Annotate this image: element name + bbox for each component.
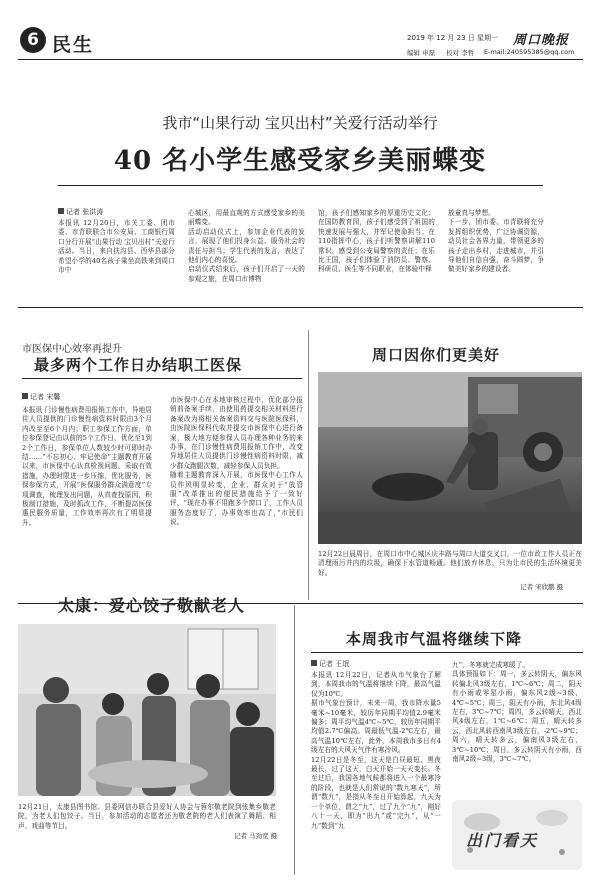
article1-rule xyxy=(58,185,543,186)
article1-headline: 40 名小学生感受家乡美丽蝶变 xyxy=(113,146,487,176)
section-title: 民生 xyxy=(52,34,95,56)
byline-marker-icon xyxy=(22,393,28,399)
article3-headline: 周口因你们更美好 xyxy=(372,346,501,364)
proofreader-credit: 校对 李哲 xyxy=(446,49,475,57)
article1-kicker: 我市“山果行动 宝贝出村”关爱行活动举行 xyxy=(162,114,438,132)
article2-kicker: 市医保中心效率再提升 xyxy=(22,344,122,355)
article5-byline xyxy=(311,659,349,669)
weather-logo-box xyxy=(452,800,582,870)
article5-col2: 九”，冬寒就完成寒暖了。 具体预报如下：周一，多云转阴天，偏东风转偏北风3级左右，1℃~6℃；周二，阴天有小雨或零星小雨，偏东风2级~3级，4℃~5℃；周三，阴天有小雨，东北风4级左右，3℃~7℃；周四，多云转晴天，西北风4级左右，1℃~6℃；周五，晴天转多云，西北风转西南风3级左右，-2℃~9℃；周六，晴天转多云，偏南风3级左右，3℃~10℃；周日，多云转阴天有小雨，西南风2级~3级，3℃~7℃。 xyxy=(452,661,582,764)
article5-headline: 本周我市气温将继续下降 xyxy=(346,630,523,648)
article4-photo-dumpling-making xyxy=(18,624,276,796)
article2-headline: 最多两个工作日办结职工医保 xyxy=(34,356,243,374)
article2-col1: 本报讯 门诊慢性病费用报销工作中，异地居住人员提供的门诊慢性病资料时限由3个月内改至至6个月内；职工参保工作方面，单位参保登记由以前的5个工作日，优化至1到2个工作日，参保单位人数较少时可即时办结……“不忘初心、牢记使命”主题教育开展以来，市医保中心认真检视问题，采取有效措施，办理时限进一步压缩，优化服务，医保参保方式，开展“医保服务群众满意度”专项调查，梳理发出问题，从真查找原因，积极制订措施，及时抓改工作，不断提高医保惠民服务质量，工作效率再次有了明显提升。 xyxy=(22,406,152,527)
byline-marker-icon xyxy=(311,660,317,666)
issue-date: 2019 年 12 月 23 日 星期一 xyxy=(407,34,498,42)
paper-name-logo: 周口晚报 xyxy=(513,33,570,48)
header-rule xyxy=(18,59,583,60)
editor-credit: 编辑 申磊 xyxy=(407,49,436,57)
article4-credit: 记者 马劲宽 摄 xyxy=(234,832,278,840)
article5-byline-text: 记者 王氓 xyxy=(319,660,350,668)
article3-credit: 记者 宋欣鹏 摄 xyxy=(520,583,564,591)
article2-col2: 市医保中心在本地审核过程中，优化部分报销前备案手续，由使用药提交相关材料进行备案改为将相关备案资料交与医院医保科，由医院医保科代收并提交市医保中心进行备案，极大地方便参保人员办理各种业务的来办事，在门诊慢性病费用报销工作中，改变异地居住人员提供门诊慢性病资料时限，减少群众跑腿次数，减轻参保人员负担。 随着主题教育深入开展，市医保中心工作人员作风明显转变，企业、群众对于“放管服”改革推出的便民措施给予了一致好评，“现在办事不用跑多个窗口了，工作人员服务态度好了，办事效率也高了，”市民们说。 xyxy=(170,396,303,527)
article4-headline: 太康：爱心饺子敬献老人 xyxy=(58,596,246,615)
volunteers-illustration xyxy=(18,624,276,796)
weather-logo-text: 出门看天 xyxy=(466,831,539,850)
column-divider xyxy=(308,330,309,600)
byline-marker-icon xyxy=(58,208,64,214)
contact-email: E-mail:240595385@qq.com xyxy=(484,48,575,56)
article3-caption: 12月22日晨周日，在周口市中心城区庆丰路与周口大道交叉口，一位市政工作人员正在清理雨污井内的垃圾，确保下水管道畅通。他们放弃休息，只为让市民的生活环境更美好。 xyxy=(318,550,582,577)
street-scene-illustration xyxy=(318,372,582,544)
article4-caption: 12月21日，太康县图书馆、县委网信办联合县爱好人协会与蓉尔敬老院到张集乡敬老院，为老人们包饺子。当日，参加活动的志愿者还为敬老院的老人们表演了舞蹈、相声、戏曲等节目。 xyxy=(18,803,276,830)
article2-byline-text: 记者 宋馨 xyxy=(30,393,61,401)
article2-rule xyxy=(22,378,302,379)
article5-rule xyxy=(311,652,583,653)
article1-col2: 心城区，用最直观的方式感受家乡的美丽蝶变。 活动启动仪式上，参加企业代表的发言，展现了他们投身公益、服务社会的责任与担当；学生代表的发言，表达了他们内心的喜悦。 启动仪式结束后，孩子们开启了一天的参观之旅，在周口市博物 xyxy=(188,209,305,283)
article3-photo-street-worker xyxy=(318,372,582,544)
page-number-badge: 6 xyxy=(20,27,46,53)
article2-byline xyxy=(22,392,60,402)
article1-col1: 本报讯 12月20日，市关工委、团市委、市青联联合市公安局、工商银行周口分行开展“山果行动 宝贝出村”关爱行活动。当日，来自扶沟县、西华县部分希望小学的40名孩子乘坐高铁来到周口市中 xyxy=(58,219,175,275)
column-divider-lower xyxy=(294,605,295,875)
article1-col4: 放童真与梦想。 下一步，团市委、市青联将充分发挥组织优势，广泛协调资源，动员社会各界力量，带领更多的孩子走出乡村，走进城市，并引导他们自信自强，奋斗圆梦，争做美好家乡的建设者。 xyxy=(448,209,544,274)
article5-col1: 本报讯 12月22日，记者从市气象台了解到，本周我市的气温将继续下降，最高气温仅为10℃。 据市气象台预计，未来一周，我市降水量5毫米~10毫米，较历年同期平均值2.9毫米偏多；周平均气温4℃~5℃，较历年同期平均值2.7℃偏高。周最低气温-2℃左右，最高气温10℃左右，此外，本周我市多日有4级左右的大风天气伴有寒冷风。 12月22日是冬至，这天是白昼最短、黑夜最长，过了这天，白天开始一天天变长。冬至过后，我国各地气候都将进入一个最寒冷的阶段，也就是人们常说的“数九寒天”，所谓“数九”，是指从冬至日开始算起，九天为一个单位，谓之“九”，过了九个“九”，刚好八十一天，即为“出九”或“完九”，从“一九”数到“九 xyxy=(311,671,441,830)
article1-byline-text: 记者 张洪涛 xyxy=(66,208,104,216)
article1-byline xyxy=(58,207,103,217)
article1-col3: 馆，孩子们感知家乡的厚重历史文化；在国防教育园，孩子们感受到了祖国的快速发展与强大，并军记使命担当；在110指挥中心，孩子们听警察讲解110常识，感受到公安局警察的责任；在乐比王国，孩子们体验了消防员、警察、科研员、医生等不同职业，在体验中释 xyxy=(318,209,435,274)
section-divider-1 xyxy=(18,307,583,308)
